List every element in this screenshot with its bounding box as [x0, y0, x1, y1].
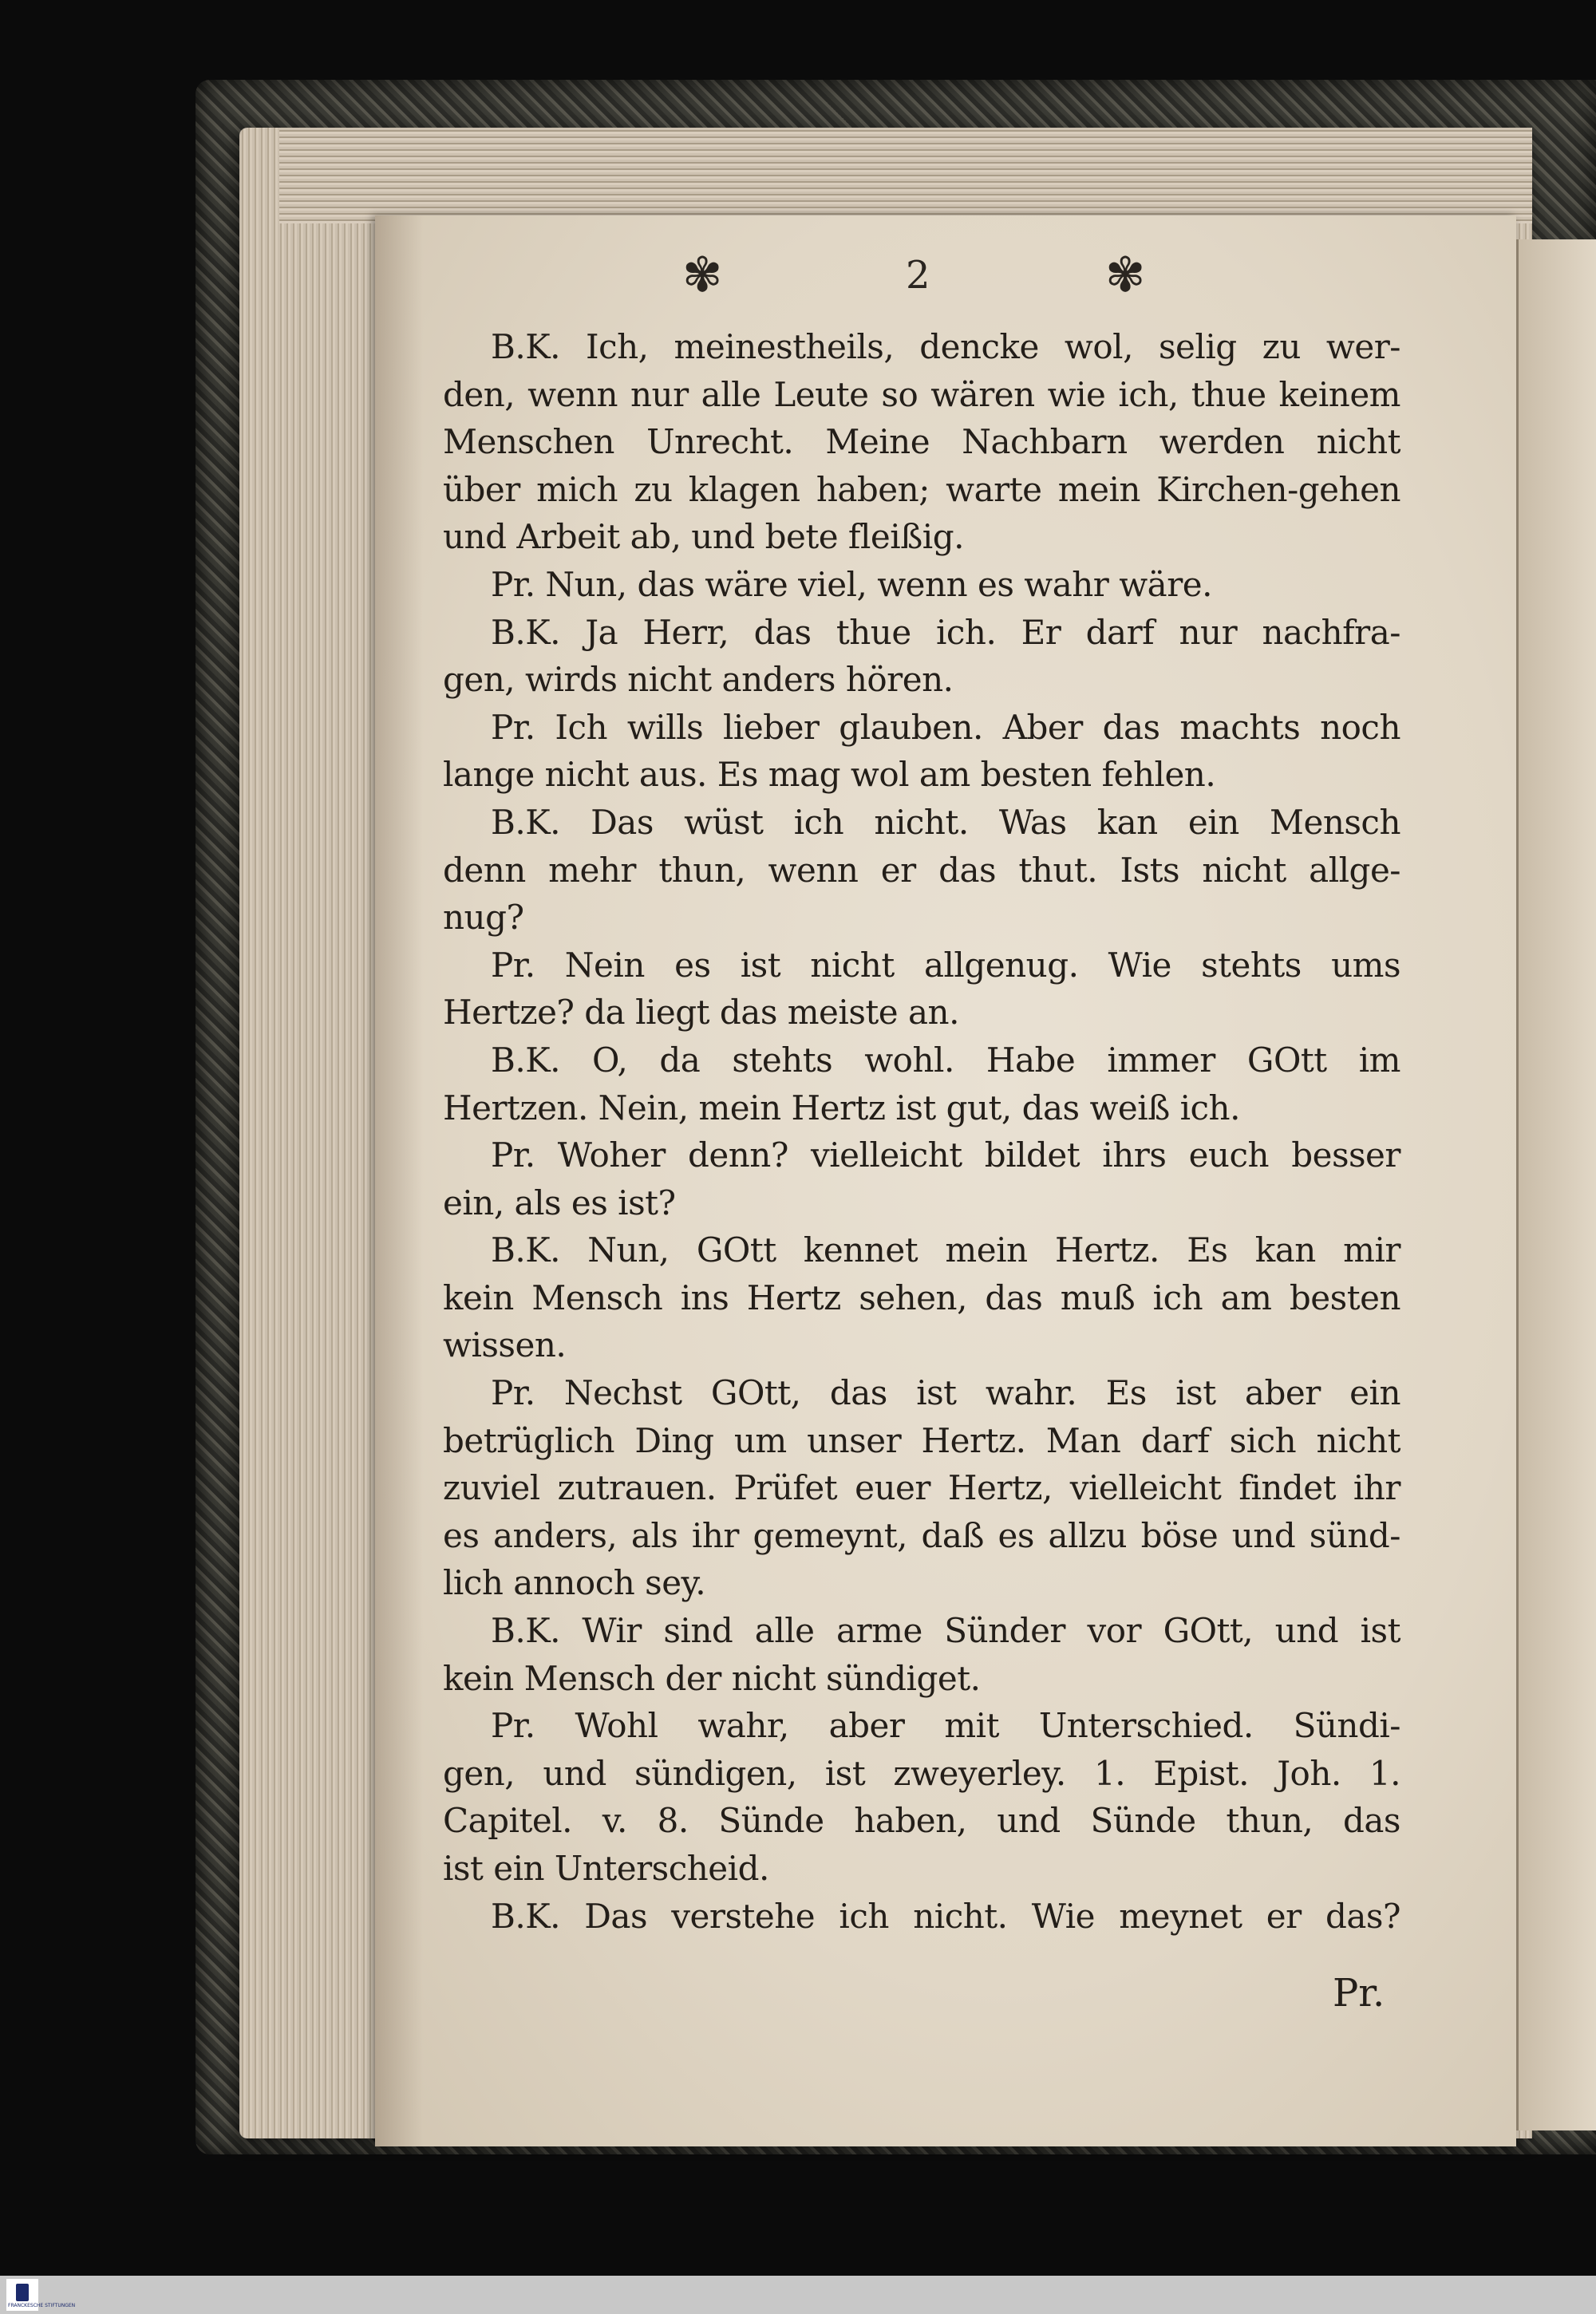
- library-caption: FRANCKESCHE STIFTUNGEN: [8, 2303, 76, 2308]
- page-number: 2: [906, 253, 930, 298]
- text-line: gen, und sündigen, ist zweyerley. 1. Epist. Joh. 1.: [443, 1753, 1400, 1793]
- text-line: ein, als es ist?: [443, 1183, 676, 1222]
- text-line: B.K. O, da stehts wohl. Habe immer GOtt im: [491, 1040, 1400, 1080]
- text-line: über mich zu klagen haben; warte mein Kirchen-gehen: [443, 469, 1400, 509]
- text-line: wissen.: [443, 1325, 567, 1365]
- page-header: [375, 243, 1516, 307]
- page-text: [443, 323, 1400, 1940]
- text-line: kein Mensch der nicht sündiget.: [443, 1658, 981, 1698]
- text-line: Menschen Unrecht. Meine Nachbarn werden nicht: [443, 422, 1400, 462]
- text-line: Pr. Nechst GOtt, das ist wahr. Es ist aber ein: [491, 1373, 1400, 1413]
- text-line: B.K. Ja Herr, das thue ich. Er darf nur nachfra-: [491, 612, 1400, 652]
- catchword: Pr.: [1333, 1971, 1385, 2016]
- text-line: Pr. Ich wills lieber glauben. Aber das machts noch: [491, 707, 1400, 747]
- gutter-shadow: [375, 215, 423, 2146]
- text-line: es anders, als ihr gemeynt, daß es allzu böse und sünd-: [443, 1515, 1400, 1555]
- text-line: zuviel zutrauen. Prüfet euer Hertz, vielleicht findet ihr: [443, 1468, 1400, 1508]
- text-line: B.K. Das verstehe ich nicht. Wie meynet er das?: [491, 1896, 1400, 1936]
- building-icon: [16, 2284, 29, 2301]
- flower-ornament-icon: ✾: [1105, 247, 1146, 303]
- text-line: Pr. Nein es ist nicht allgenug. Wie stehts ums: [491, 945, 1400, 985]
- text-line: B.K. Ich, meinestheils, dencke wol, selig zu wer-: [491, 327, 1400, 366]
- text-line: nug?: [443, 898, 524, 938]
- text-line: B.K. Wir sind alle arme Sünder vor GOtt, und ist: [491, 1611, 1400, 1651]
- viewer-bottom-bar: [0, 2276, 1596, 2314]
- flower-ornament-icon: ✾: [682, 247, 723, 303]
- library-logo-icon: [6, 2279, 76, 2311]
- text-line: betrüglich Ding um unser Hertz. Man darf sich nicht: [443, 1420, 1400, 1460]
- text-line: kein Mensch ins Hertz sehen, das muß ich am besten: [443, 1277, 1400, 1317]
- text-line: Hertzen. Nein, mein Hertz ist gut, das weiß ich.: [443, 1088, 1240, 1127]
- text-line: lich annoch sey.: [443, 1563, 706, 1603]
- text-line: ist ein Unterscheid.: [443, 1849, 769, 1888]
- text-line: B.K. Das wüst ich nicht. Was kan ein Mensch: [491, 802, 1400, 842]
- text-line: lange nicht aus. Es mag wol am besten fehlen.: [443, 755, 1216, 795]
- facing-page: [1516, 239, 1596, 2130]
- text-line: Pr. Woher denn? vielleicht bildet ihrs euch besser: [491, 1135, 1400, 1175]
- text-line: Pr. Wohl wahr, aber mit Unterschied. Sündi-: [491, 1706, 1400, 1746]
- page-top-edges: [279, 128, 1532, 223]
- text-line: Hertze? da liegt das meiste an.: [443, 993, 959, 1033]
- text-line: den, wenn nur alle Leute so wären wie ich, thue keinem: [443, 374, 1400, 414]
- text-line: und Arbeit ab, und bete fleißig.: [443, 517, 964, 557]
- text-line: Capitel. v. 8. Sünde haben, und Sünde thun, das: [443, 1801, 1400, 1841]
- text-line: B.K. Nun, GOtt kennet mein Hertz. Es kan mir: [491, 1230, 1400, 1270]
- text-line: Pr. Nun, das wäre viel, wenn es wahr wäre.: [491, 564, 1212, 604]
- text-line: gen, wirds nicht anders hören.: [443, 660, 954, 700]
- text-line: denn mehr thun, wenn er das thut. Ists nicht allge-: [443, 850, 1400, 890]
